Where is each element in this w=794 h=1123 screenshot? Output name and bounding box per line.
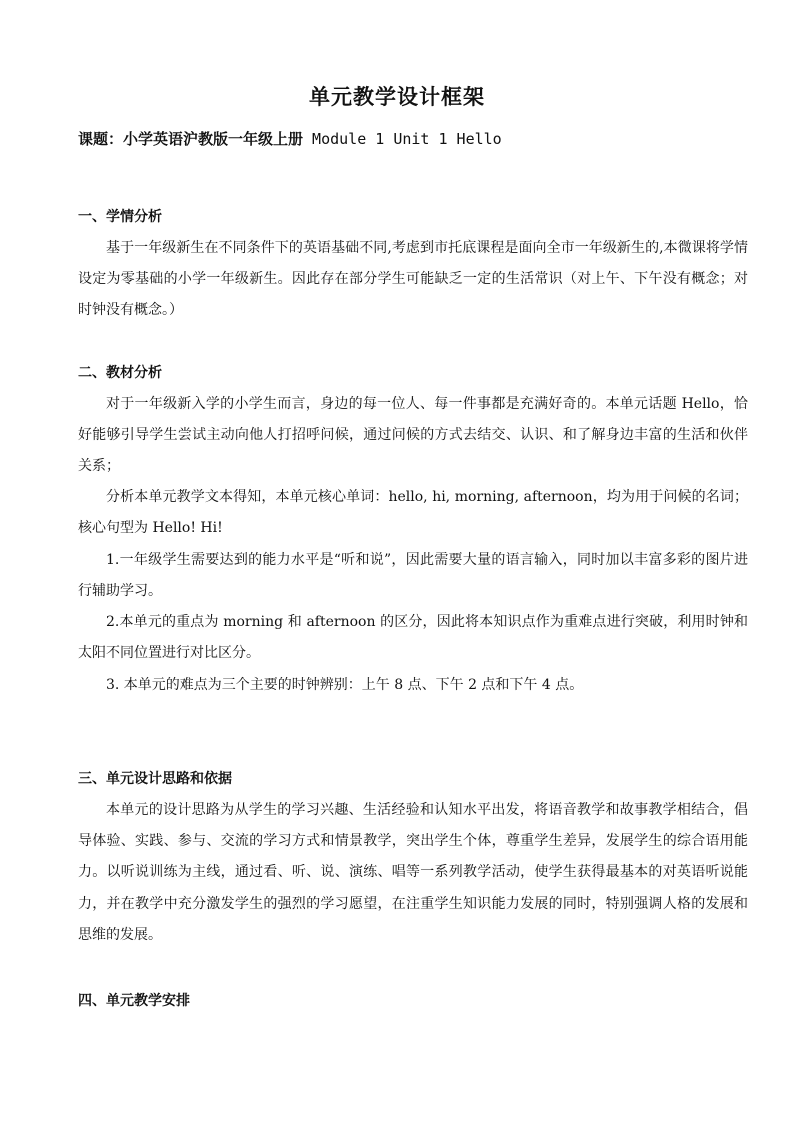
subject-textbook: 小学英语沪教版一年级上册 bbox=[123, 130, 304, 148]
subject-line bbox=[78, 124, 502, 154]
section-heading-design-rationale: 三、单元设计思路和依据 bbox=[78, 771, 232, 787]
paragraph: 2.本单元的重点为 morning 和 afternoon 的区分，因此将本知识点作为重难点进行突破，利用时钟和太阳不同位置进行对比区分。 bbox=[78, 614, 748, 662]
page-title: 单元教学设计框架 bbox=[309, 85, 485, 109]
subject-unit: Module 1 Unit 1 Hello bbox=[303, 130, 502, 148]
paragraph: 对于一年级新入学的小学生而言，身边的每一位人、每一件事都是充满好奇的。本单元话题 Hello，恰好能够引导学生尝试主动向他人打招呼问候，通过问候的方式去结交、认识、和了解身边丰富的生活和伙伴关系； bbox=[78, 396, 748, 475]
paragraph: 1.一年级学生需要达到的能力水平是“听和说”，因此需要大量的语言输入，同时加以丰富多彩的图片进行辅助学习。 bbox=[78, 552, 748, 600]
paragraph: 本单元的设计思路为从学生的学习兴趣、生活经验和认知水平出发，将语音教学和故事教学相结合，倡导体验、实践、参与、交流的学习方式和情景教学，突出学生个体，尊重学生差异，发展学生的综合语用能力。以听说训练为主线，通过看、听、说、演练、唱等一系列教学活动，使学生获得最基本的对英语听说能力，并在教学中充分激发学生的强烈的学习愿望，在注重学生知识能力发展的同时，特别强调人格的发展和思维的发展。 bbox=[78, 802, 748, 943]
paragraph: 3. 本单元的难点为三个主要的时钟辨别：上午 8 点、下午 2 点和下午 4 点。 bbox=[106, 677, 584, 693]
section-heading-textbook-analysis: 二、教材分析 bbox=[78, 365, 162, 381]
subject-label: 课题： bbox=[78, 130, 124, 148]
section-heading-learner-analysis: 一、学情分析 bbox=[78, 209, 162, 225]
paragraph: 基于一年级新生在不同条件下的英语基础不同,考虑到市托底课程是面向全市一年级新生的,本微课将学情设定为零基础的小学一年级新生。因此存在部分学生可能缺乏一定的生活常识（对上午、下午没有概念；对时钟没有概念。） bbox=[78, 240, 748, 319]
section-heading-teaching-schedule: 四、单元教学安排 bbox=[78, 993, 190, 1009]
paragraph: 分析本单元教学文本得知，本单元核心单词：hello, hi, morning, afternoon，均为用于问候的名词；核心句型为 Hello! Hi! bbox=[78, 489, 748, 537]
